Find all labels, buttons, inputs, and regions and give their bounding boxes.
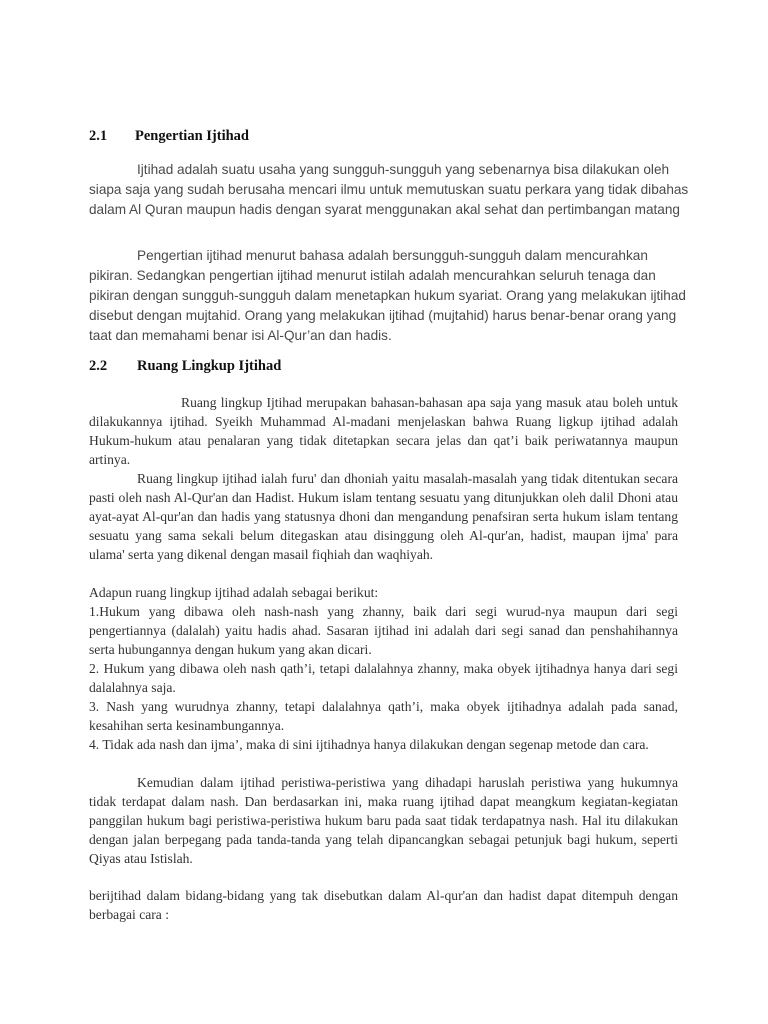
paragraph-scope-events: Kemudian dalam ijtihad peristiwa-peristiwa yang dihadapi haruslah peristiwa yang hukumnya tidak terdapat dalam nash. Dan berdasarkan ini, maka ruang ijtihad dapat meangkum kegiatan-kegiatan panggilan hukum bagi peristiwa-peristiwa hukum baru pada saat tidak terdapatnya nash. Hal itu dilakukan dengan jalan berpegang pada tanda-tanda yang telah dipancangkan sebagai petunjuk bagi hukum, seperti Qiyas atau Istislah.	[89, 775, 678, 866]
paragraph-scope-furu: Ruang lingkup ijtihad ialah furu' dan dhoniah yaitu masalah-masalah yang tidak ditentukan secara pasti oleh nash Al-Qur'an dan Hadist. Hukum islam tentang sesuatu yang ditunjukkan oleh dalil Dhoni atau ayat-ayat Al-qur'an dan hadis yang statusnya dhoni dan mengandung penafsiran serta hukum islam tentang sesuatu yang sama sekali belum ditegaskan atau disinggung oleh Al-qur'an, hadist, maupan ijma' para ulama' serta yang dikenal dengan masail fiqhiah dan waqhiyah.	[89, 471, 678, 562]
section-heading-2-1	[89, 128, 249, 145]
scope-list-item: 3. Nash yang wurudnya zhanny, tetapi dalalahnya qath’i, maka obyek ijtihadnya adalah pada sanad, kesahihan serta kesinambungannya.	[89, 699, 678, 733]
scope-list-item: 1.Hukum yang dibawa oleh nash-nash yang zhanny, baik dari segi wurud-nya maupun dari segi pengertiannya (dalalah) yaitu hadis ahad. Sasaran ijtihad ini adalah dari segi sanad dan penshahihannya serta hubungannya dengan hukum yang akan dicari.	[89, 604, 678, 657]
section-title: Pengertian Ijtihad	[135, 128, 249, 144]
scope-list-intro: Adapun ruang lingkup ijtihad adalah sebagai berikut:	[89, 585, 379, 600]
scope-list-item: 2. Hukum yang dibawa oleh nash qath’i, tetapi dalalahnya zhanny, maka obyek ijtihadnya hanya dari segi dalalahnya saja.	[89, 661, 678, 695]
paragraph-ijtihad-meaning: Pengertian ijtihad menurut bahasa adalah bersungguh-sungguh dalam mencurahkan pikiran. Sedangkan pengertian ijtihad menurut istilah adalah mencurahkan seluruh tenaga dan pikiran dengan sungguh-sungguh dalam menetapkan hukum syariat. Orang yang melakukan ijtihad disebut dengan mujtahid. Orang yang melakukan ijtihad (mujtahid) harus benar-benar orang yang taat dan memahami benar isi Al-Qur’an dan hadis.	[89, 248, 686, 343]
section-title: Ruang Lingkup Ijtihad	[137, 358, 282, 374]
section-number: 2.2	[89, 358, 108, 374]
paragraph-ijtihad-definition: Ijtihad adalah suatu usaha yang sungguh-sungguh yang sebenarnya bisa dilakukan oleh siapa saja yang sudah berusaha mencari ilmu untuk memutuskan suatu perkara yang tidak dibahas dalam Al Quran maupun hadis dengan syarat menggunakan akal sehat dan pertimbangan matang	[89, 162, 689, 217]
section-number: 2.1	[89, 128, 108, 144]
paragraph-methods-intro: berijtihad dalam bidang-bidang yang tak disebutkan dalam Al-qur'an dan hadist dapat ditempuh dengan berbagai cara :	[89, 888, 678, 922]
scope-list-item: 4. Tidak ada nash dan ijma’, maka di sini ijtihadnya hanya dilakukan dengan segenap metode dan cara.	[89, 737, 649, 752]
section-heading-2-2	[89, 358, 281, 375]
paragraph-scope-intro: Ruang lingkup Ijtihad merupakan bahasan-bahasan apa saja yang masuk atau boleh untuk dilakukannya ijtihad. Syeikh Muhammad Al-madani menjelaskan bahwa Ruang ligkup ijtihad adalah Hukum-hukum atau penalaran yang tidak ditetapkan secara jelas dan qat’i baik periwatannya maupun artinya.	[89, 395, 678, 467]
